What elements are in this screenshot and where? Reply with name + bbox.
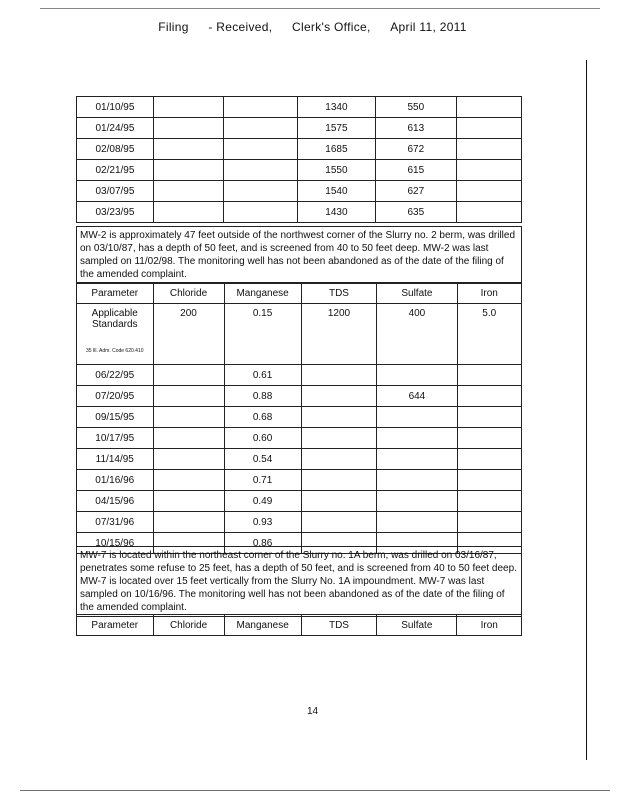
iron-cell (457, 386, 521, 407)
sulfate-cell (377, 365, 457, 386)
iron-header: Iron (457, 283, 521, 304)
table-row (77, 118, 522, 139)
manganese-cell: 0.61 (224, 365, 301, 386)
table-row (77, 428, 522, 449)
date-cell: 10/15/96 (77, 533, 154, 554)
chloride-cell (153, 491, 224, 512)
manganese-cell: 0.49 (224, 491, 301, 512)
header-office: Clerk's Office, (292, 20, 371, 34)
manganese-cell (223, 181, 297, 202)
chloride-cell (153, 97, 223, 118)
chloride-cell (153, 428, 224, 449)
next-parameter-table (76, 614, 522, 636)
date-cell: 06/22/95 (77, 365, 154, 386)
date-cell: 01/24/95 (77, 118, 154, 139)
tds-header: TDS (301, 283, 377, 304)
sulfate-cell: 615 (375, 160, 456, 181)
manganese-cell (223, 139, 297, 160)
table-row (77, 202, 522, 223)
header-date: April 11, 2011 (390, 20, 467, 34)
iron-cell (456, 139, 521, 160)
date-cell: 09/15/95 (77, 407, 154, 428)
tds-cell (301, 470, 377, 491)
std-tds: 1200 (301, 304, 377, 365)
iron-cell (456, 202, 521, 223)
tds-cell (301, 407, 377, 428)
tds-cell: 1340 (298, 97, 376, 118)
iron-cell (456, 181, 521, 202)
standards-label: Applicable Standards (91, 308, 138, 330)
date-cell: 02/21/95 (77, 160, 154, 181)
manganese-cell: 0.68 (224, 407, 301, 428)
chloride-header: Chloride (153, 283, 224, 304)
sulfate-cell: 627 (375, 181, 456, 202)
manganese-cell: 0.86 (224, 533, 301, 554)
sulfate-cell (377, 428, 457, 449)
tds-cell (301, 449, 377, 470)
manganese-cell: 0.93 (224, 512, 301, 533)
sulfate-cell: 550 (375, 97, 456, 118)
table-row (77, 407, 522, 428)
sulfate-cell (377, 491, 457, 512)
manganese-cell (223, 160, 297, 181)
chloride-cell (153, 160, 223, 181)
sulfate-cell: 613 (375, 118, 456, 139)
std-manganese: 0.15 (224, 304, 301, 365)
mw2-description: MW-2 is approximately 47 feet outside of the northwest corner of the Slurry no. 2 berm, was drilled on 03/10/87, has a depth of 50 feet, and is screened from 40 to 50 feet deep. MW-2 was last sampled on 11/02/98. The monitoring well has not been abandoned as of the date of the filing of the amended complaint. (76, 226, 522, 284)
chloride-cell (153, 470, 224, 491)
manganese-header: Manganese (224, 283, 301, 304)
table-row (77, 97, 522, 118)
scan-edge-bottom (20, 790, 610, 791)
tds-cell: 1685 (298, 139, 376, 160)
sulfate-cell: 672 (375, 139, 456, 160)
table-row (77, 160, 522, 181)
table-row (77, 512, 522, 533)
tds-cell (301, 491, 377, 512)
chloride-cell (153, 386, 224, 407)
sulfate-cell (377, 512, 457, 533)
chloride-cell (153, 407, 224, 428)
scan-edge-top (40, 8, 600, 9)
filing-header (0, 20, 625, 34)
standards-label-cell (77, 304, 154, 365)
manganese-cell (223, 118, 297, 139)
tds-cell: 1430 (298, 202, 376, 223)
parameter-header-row (77, 283, 522, 304)
iron-cell (457, 491, 521, 512)
chloride-cell (153, 449, 224, 470)
sulfate-cell: 635 (375, 202, 456, 223)
sulfate-cell (377, 407, 457, 428)
tds-cell (301, 512, 377, 533)
manganese-cell: 0.88 (224, 386, 301, 407)
date-cell: 01/10/95 (77, 97, 154, 118)
date-cell: 07/20/95 (77, 386, 154, 407)
standards-row (77, 304, 522, 365)
iron-cell (456, 118, 521, 139)
date-cell: 04/15/96 (77, 491, 154, 512)
sulfate-header: Sulfate (377, 283, 457, 304)
table-row (77, 181, 522, 202)
date-cell: 10/17/95 (77, 428, 154, 449)
chloride-cell (153, 118, 223, 139)
sulfate-cell (377, 449, 457, 470)
table-row (77, 470, 522, 491)
iron-cell (457, 512, 521, 533)
param-header: Parameter (77, 283, 154, 304)
date-cell: 02/08/95 (77, 139, 154, 160)
std-iron: 5.0 (457, 304, 521, 365)
tds-cell: 1575 (298, 118, 376, 139)
iron-cell (457, 470, 521, 491)
chloride-cell (153, 139, 223, 160)
sulfate-header-2: Sulfate (377, 615, 457, 636)
date-cell: 11/14/95 (77, 449, 154, 470)
chloride-cell (153, 181, 223, 202)
iron-cell (457, 407, 521, 428)
std-sulfate: 400 (377, 304, 457, 365)
chloride-header-2: Chloride (153, 615, 224, 636)
iron-cell (457, 365, 521, 386)
manganese-cell (223, 97, 297, 118)
table-row (77, 139, 522, 160)
chloride-cell (153, 512, 224, 533)
manganese-cell (223, 202, 297, 223)
manganese-cell: 0.71 (224, 470, 301, 491)
page-number: 14 (306, 706, 319, 717)
iron-cell (457, 428, 521, 449)
iron-cell (456, 160, 521, 181)
tds-cell (301, 386, 377, 407)
manganese-cell: 0.60 (224, 428, 301, 449)
header-filing: Filing (158, 20, 189, 34)
scan-edge-right (586, 60, 587, 760)
iron-cell (456, 97, 521, 118)
manganese-header-2: Manganese (224, 615, 301, 636)
date-cell: 07/31/96 (77, 512, 154, 533)
table-row (77, 386, 522, 407)
mw2-results-table (76, 96, 522, 223)
date-cell: 03/07/95 (77, 181, 154, 202)
mw7-description: MW-7 is located within the northeast corner of the Slurry no. 1A berm, was drilled on 03/16/87, penetrates some refuse to 25 feet, has a depth of 50 feet, and is screened from 40 to 50 feet deep. MW-7 is located over 15 feet vertically from the Slurry No. 1A impoundment. MW-7 was last sampled on 10/16/96. The monitoring well has not been abandoned as of the date of the filing of the amended complaint. (76, 546, 522, 617)
tds-cell: 1550 (298, 160, 376, 181)
tds-cell: 1540 (298, 181, 376, 202)
tds-header-2: TDS (301, 615, 377, 636)
parameter-header-row-2 (77, 615, 522, 636)
standards-citation: 35 Ill. Adm. Code 620.410 (85, 348, 144, 354)
chloride-cell (153, 365, 224, 386)
tds-cell (301, 365, 377, 386)
chloride-cell (153, 202, 223, 223)
table-row (77, 491, 522, 512)
header-received: - Received, (208, 20, 273, 34)
manganese-cell: 0.54 (224, 449, 301, 470)
sulfate-cell: 644 (377, 386, 457, 407)
mw7-results-table (76, 282, 522, 554)
sulfate-cell (377, 470, 457, 491)
table-row (77, 365, 522, 386)
tds-cell (301, 428, 377, 449)
iron-header-2: Iron (457, 615, 522, 636)
param-header-2: Parameter (77, 615, 154, 636)
std-chloride: 200 (153, 304, 224, 365)
date-cell: 03/23/95 (77, 202, 154, 223)
table-row (77, 449, 522, 470)
iron-cell (457, 449, 521, 470)
date-cell: 01/16/96 (77, 470, 154, 491)
